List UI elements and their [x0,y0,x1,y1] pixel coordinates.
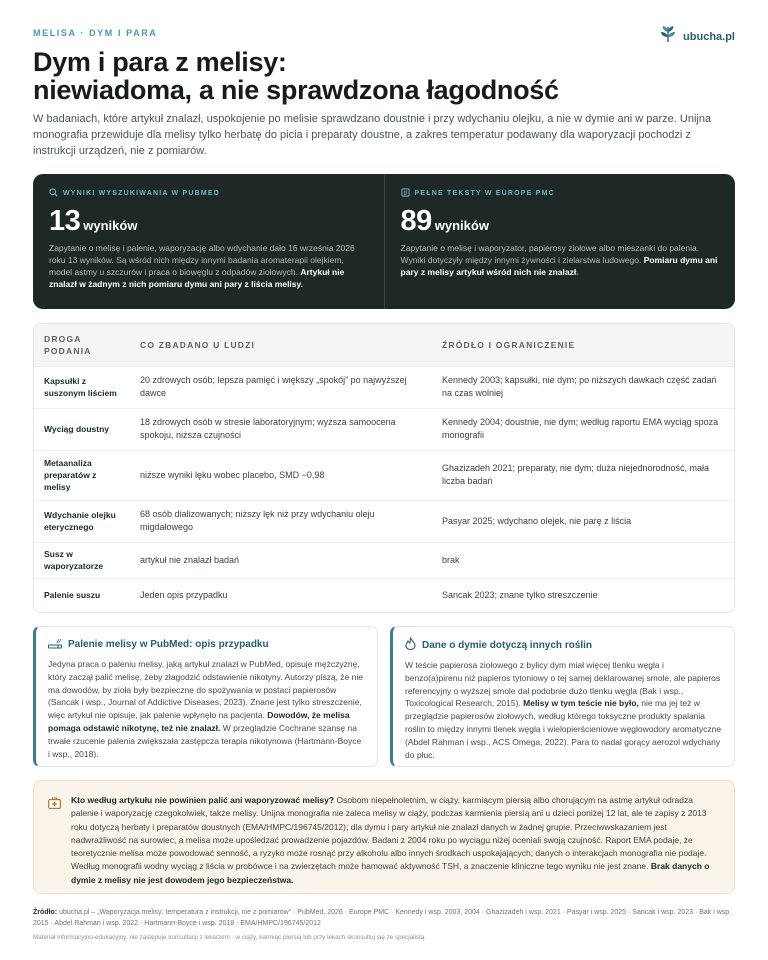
cell-what: 18 zdrowych osób w stresie laboratoryjnym; wyższa samoocena spokoju, niższa czujności [130,408,432,450]
cell-source: Kennedy 2004; doustnie, nie dym; według raportu EMA wyciąg spoza monografii [432,408,734,450]
cell-source: Ghazizadeh 2021; preparaty, nie dym; duża niejednorodność, mała liczba badań [432,450,734,500]
table-row [34,450,734,500]
table-row [34,500,734,542]
table-row [34,408,734,450]
table-header-row [34,324,734,366]
card-title: Dane o dymie dotyczą innych roślin [405,637,722,653]
cigarette-icon [48,637,62,652]
column-header-what: CO ZBADANO U LUDZI [130,324,432,366]
cell-source: Pasyar 2025; wdychano olejek, nie parę z liścia [432,500,734,542]
warning-box [33,780,735,894]
flame-icon [405,637,416,653]
kicker: MELISA · DYM I PARA [33,28,158,38]
cell-route: Susz w waporyzatorze [34,542,130,578]
cell-what: Jeden opis przypadku [130,578,432,612]
page-title [33,48,733,104]
leaf-logo-icon [658,24,678,49]
cell-what: 20 zdrowych osób; lepsza pamięć i większy „spokój” po najwyższej dawce [130,366,432,408]
cell-source: brak [432,542,734,578]
first-aid-icon [48,796,61,814]
stat-europe-pmc [384,174,736,309]
card-smoke-data [390,626,735,767]
warning-text: Kto według artykułu nie powinien palić ani waporyzować melisy? Osobom niepełnoletnim, w ciąży, karmiącym piersią albo chorującym na astmę artykuł odradza palenie i waporyzację czegokolwiek, także melisy. Unijna monografia nie zaleca melisy w ciąży, podczas karmienia piersią ani u dzieci poniżej 12 lat, ale te zapisy z 2013 roku dotyczą herbaty i preparatów doustnych (EMA/HMPC/196745/2012); dla dymu i pary artykuł nie znalazł danych w żadnej grupie. Przeciwwskazaniem jest nadwrażliwość na surowiec, a melisa może upośledzać prowadzenie pojazdów. Badani z 2004 roku po wyciągu niżej oceniali swoją czujność. Raport EMA podaje, że teoretycznie melisa może powodować senność, a ryzyko może rosnąć przy alkoholu albo innych środkach uspokajających; danych o interakcjach monografia nie podaje. Według monografii wodny wyciąg z liścia w probówce i na zwierzętach może hamować aktywność TSH, a znaczenie kliniczne tego wyniku nie jest znane. Brak danych o dymie z melisy nie jest dowodem jego bezpieczeństwa. [71,795,710,885]
brand[interactable] [658,24,735,49]
cell-source: Sancak 2023; znane tylko streszczenie [432,578,734,612]
lead-paragraph: W badaniach, które artykuł znalazł, uspokojenie po melisie sprawdzano doustnie i przy wdychaniu olejku, a nie w dymie ani w parze. Unijna monografia przewiduje dla melisy tylko herbatę do picia i preparaty doustne, a zakres temperatur podawany dla waporyzacji pochodzi z instrukcji urządzeń, nie z pomiarów. [33,113,712,157]
column-header-route: DROGA PODANIA [34,324,130,366]
cell-route: Wyciąg doustny [34,408,130,450]
card-smoking-case [33,626,378,767]
column-header-source: ŹRÓDŁO I OGRANICZENIE [432,324,734,366]
database-icon [401,188,410,199]
card-text: Jedyna praca o paleniu melisy, jaką artykuł znalazł w PubMed, opisuje mężczyznę, który zaczął palić melisę, żeby złagodzić odstawienie nikotyny. Autorzy piszą, że nie ma dowodów, by zioła były bezpieczne do spożywania w postaci papierosów (Sancak i wsp., Journal of Addictive Diseases, 2023). Znane jest tylko streszczenie, więc artykuł nie opisuje, jak palenie wpłynęło na pacjenta. Dowodów, że melisa pomaga odstawić nikotynę, też nie znalazł. W przeglądzie Cochrane szansę na trwałe rzucenie palenia zwiększała zastępcza terapia nikotynowa (Hartmann-Boyce i wsp., 2018). [48,659,363,759]
cell-what: 68 osób dializowanych; niższy lęk niż przy wdychaniu oleju migdałowego [130,500,432,542]
routes-table [33,323,735,613]
cell-route: Kapsułki z suszonym liściem [34,366,130,408]
stat-description: Zapytanie o melisę i palenie, waporyzację albo wdychanie dało 16 września 2026 roku 13 wyników. Są wśród nich między innymi badania aromaterapii olejkiem, model astmy u szczurów i praca o biowęglu z odpadów ziołowych. Artykuł nie znalazł w żadnym z nich pomiaru dymu ani pary z liścia melisy. [49,243,355,289]
stat-label: PEŁNE TEKSTY W EUROPE PMC [401,188,720,199]
cell-what: artykuł nie znalazł badań [130,542,432,578]
cell-route: Palenie suszu [34,578,130,612]
cell-route: Metaanaliza preparatów z melisy [34,450,130,500]
card-title: Palenie melisy w PubMed: opis przypadku [48,637,365,652]
stat-pubmed [33,174,384,309]
title-line-1: Dym i para z melisy: [33,47,287,77]
stats-panel [33,174,735,309]
search-icon [49,188,58,199]
title-line-2: niewiadoma, a nie sprawdzona łagodność [33,75,559,105]
table-row [34,366,734,408]
stat-label: WYNIKI WYSZUKIWANIA W PUBMED [49,188,368,199]
stat-number: 13 wyników [49,205,138,237]
cell-what: niższe wyniki lęku wobec placebo, SMD −0,98 [130,450,432,500]
source-note: Źródło: ubucha.pl – „Waporyzacja melisy: temperatura z instrukcji, nie z pomiarów” · PubMed, 2026 · Europe PMC · Kennedy i wsp. 2003, 2004 · Ghazizadeh i wsp. 2021 · Pasyar i wsp. 2025 · Sancak i wsp. 2023 · Bak i wsp. 2015 · Abdel Rahman i wsp. 2022 · Hartmann-Boyce i wsp. 2018 · EMA/HMPC/196745/2012 [33,909,732,927]
disclaimer: Materiał informacyjno-edukacyjny, nie zastępuje konsultacji z lekarzem · w ciąży, karmiąc piersią lub przy lekach skonsultuj się ze specjalistą. [33,934,427,941]
stat-description: Zapytanie o melisę i waporyzator, papierosy ziołowe albo mieszanki do palenia. Wyniki dotyczyły między innymi żywności i zielarstwa ludowego. Pomiaru dymu ani pary z melisy artykuł wśród nich nie znalazł. [400,243,718,277]
table-row [34,542,734,578]
brand-name: ubucha.pl [683,30,735,43]
cell-source: Kennedy 2003; kapsułki, nie dym; po niższych dawkach część zadań na czas wolniej [432,366,734,408]
card-text: W teście papierosa ziołowego z bylicy dym miał więcej tlenku węgla i benzo(a)pirenu niż papieros tytoniowy o tej samej deklarowanej smole, ale papieros referencyjny o wyższej smole dał podobnie dużo tlenku węgla (Bak i wsp., Toxicological Research, 2015). Melisy w tym teście nie było, nie ma jej też w przeglądzie papierosów ziołowych, według którego toksyczne produkty spalania roślin to między innymi tlenek węgla i wielopierścieniowe węglowodory aromatyczne (Abdel Rahman i wsp., ACS Omega, 2022). Para to nadal gorący aerozol wdychany do płuc. [405,660,722,760]
cell-route: Wdychanie olejku eterycznego [34,500,130,542]
table-row [34,578,734,612]
stat-number: 89 wyników [400,205,489,237]
